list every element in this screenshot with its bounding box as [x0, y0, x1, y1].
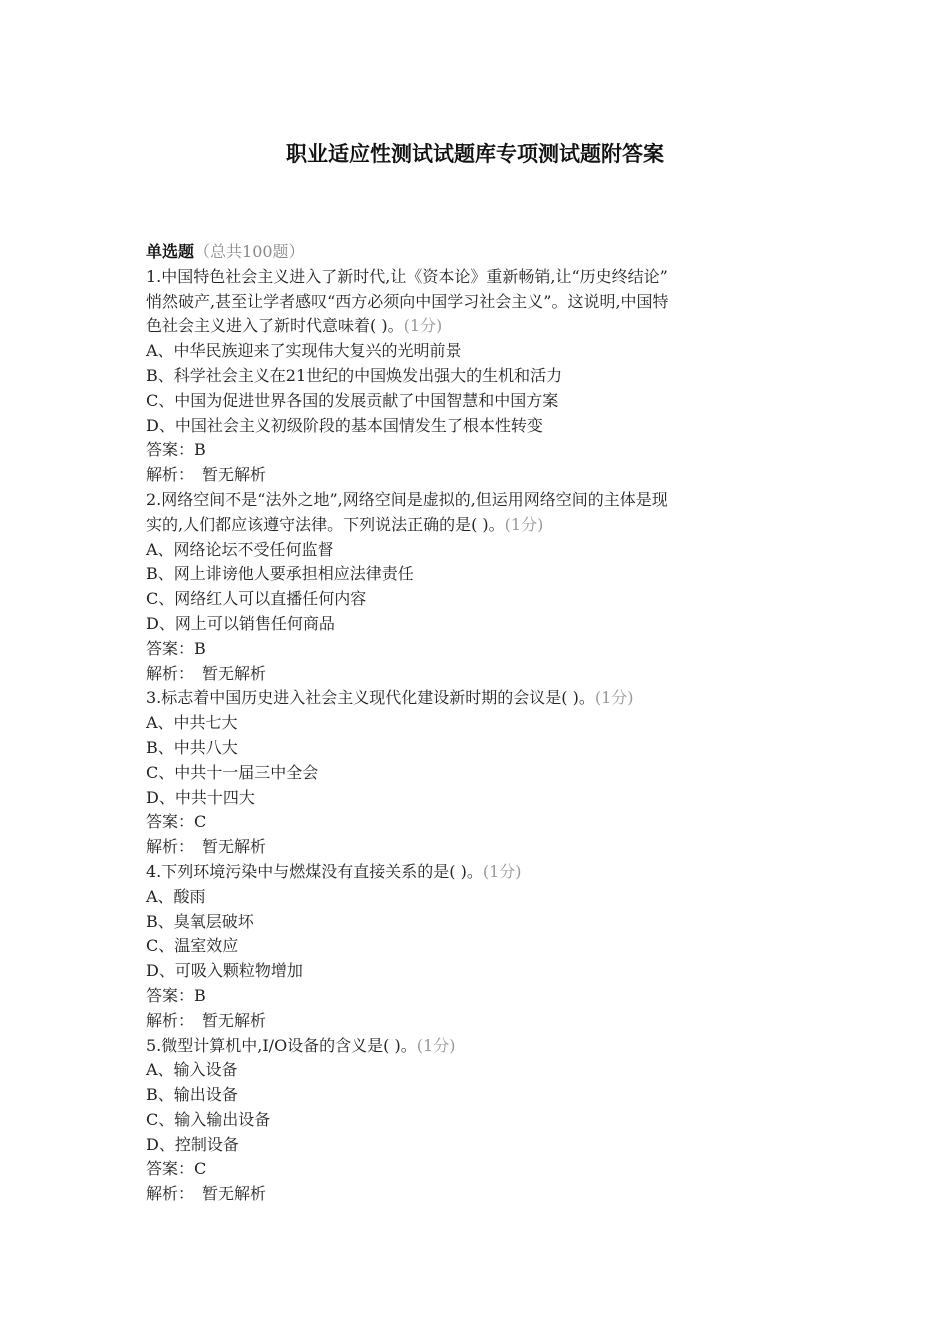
answer-value: B [194, 638, 206, 658]
question-stem-text: 4.下列环境污染中与燃煤没有直接关系的是( )。 [146, 861, 483, 881]
question-score: (1分) [403, 316, 443, 336]
question-stem-text: 2.网络空间不是“法外之地”,网络空间是虚拟的,但运用网络空间的主体是现 [146, 489, 668, 509]
option-b: B、臭氧层破坏 [146, 911, 254, 931]
option-a: A、酸雨 [146, 886, 206, 906]
question-block [146, 686, 806, 860]
analysis-line: 解析： 暂无解析 [146, 837, 267, 857]
option-c: C、中国为促进世界各国的发展贡献了中国智慧和中国方案 [146, 390, 559, 410]
option-a: A、网络论坛不受任何监督 [146, 539, 334, 559]
answer-line [146, 984, 806, 1009]
question-stem-line [146, 290, 806, 315]
answer-value: B [194, 985, 206, 1005]
answer-label: 答案： [146, 985, 195, 1005]
question-stem-line [146, 860, 806, 885]
question-stem-line [146, 1034, 806, 1059]
option-b: B、科学社会主义在21世纪的中国焕发出强大的生机和活力 [146, 365, 563, 385]
analysis-line: 解析： 暂无解析 [146, 465, 267, 485]
questions-container [146, 265, 806, 1207]
section-count: （总共100题） [194, 242, 305, 261]
option-a: A、输入设备 [146, 1060, 238, 1080]
option-c: C、网络红人可以直播任何内容 [146, 589, 367, 609]
answer-label: 答案： [146, 1159, 195, 1179]
question-stem-text: 1.中国特色社会主义进入了新时代,让《资本论》重新畅销,让“历史终结论” [146, 266, 668, 286]
question-stem-line [146, 488, 806, 513]
option-b: B、网上诽谤他人要承担相应法律责任 [146, 564, 414, 584]
question-score: (1分) [482, 861, 522, 881]
question-block [146, 860, 806, 1034]
question-stem-text: 悄然破产,甚至让学者感叹“西方必须向中国学习社会主义”。这说明,中国特 [146, 291, 669, 311]
analysis-line: 解析： 暂无解析 [146, 663, 267, 683]
question-stem-line [146, 265, 806, 290]
answer-label: 答案： [146, 812, 195, 832]
question-stem-text: 色社会主义进入了新时代意味着( )。 [146, 316, 404, 336]
option-a: A、中华民族迎来了实现伟大复兴的光明前景 [146, 341, 462, 361]
option-c: C、温室效应 [146, 936, 239, 956]
question-score: (1分) [416, 1035, 456, 1055]
option-d: D、中国社会主义初级阶段的基本国情发生了根本性转变 [146, 415, 543, 435]
option-d: D、可吸入颗粒物增加 [146, 961, 303, 981]
question-block [146, 1034, 806, 1208]
option-d: D、中共十四大 [146, 787, 255, 807]
section-title: 单选题 [146, 242, 195, 261]
section-heading [146, 240, 806, 265]
option-b: B、中共八大 [146, 737, 238, 757]
option-d: D、控制设备 [146, 1134, 239, 1154]
question-stem-text: 5.微型计算机中,I/O设备的含义是( )。 [146, 1035, 417, 1055]
question-stem-text: 实的,人们都应该遵守法律。下列说法正确的是( )。 [146, 514, 505, 534]
answer-line [146, 810, 806, 835]
document-title: 职业适应性测试试题库专项测试题附答案 [286, 141, 664, 166]
option-a: A、中共七大 [146, 713, 238, 733]
question-stem-line [146, 314, 806, 339]
answer-value: C [194, 812, 207, 832]
answer-line [146, 438, 806, 463]
option-b: B、输出设备 [146, 1085, 238, 1105]
question-stem-line [146, 686, 806, 711]
answer-label: 答案： [146, 440, 195, 460]
option-d: D、网上可以销售任何商品 [146, 613, 335, 633]
answer-line [146, 1157, 806, 1182]
option-c: C、中共十一届三中全会 [146, 762, 319, 782]
analysis-line: 解析： 暂无解析 [146, 1184, 267, 1204]
answer-value: B [194, 440, 206, 460]
answer-line [146, 637, 806, 662]
analysis-line: 解析： 暂无解析 [146, 1010, 267, 1030]
option-c: C、输入输出设备 [146, 1109, 271, 1129]
question-score: (1分) [594, 688, 634, 708]
question-list [146, 240, 806, 1207]
question-stem-line [146, 513, 806, 538]
question-block [146, 488, 806, 686]
answer-value: C [194, 1159, 207, 1179]
question-stem-text: 3.标志着中国历史进入社会主义现代化建设新时期的会议是( )。 [146, 688, 595, 708]
answer-label: 答案： [146, 638, 195, 658]
question-score: (1分) [504, 514, 544, 534]
question-block [146, 265, 806, 488]
